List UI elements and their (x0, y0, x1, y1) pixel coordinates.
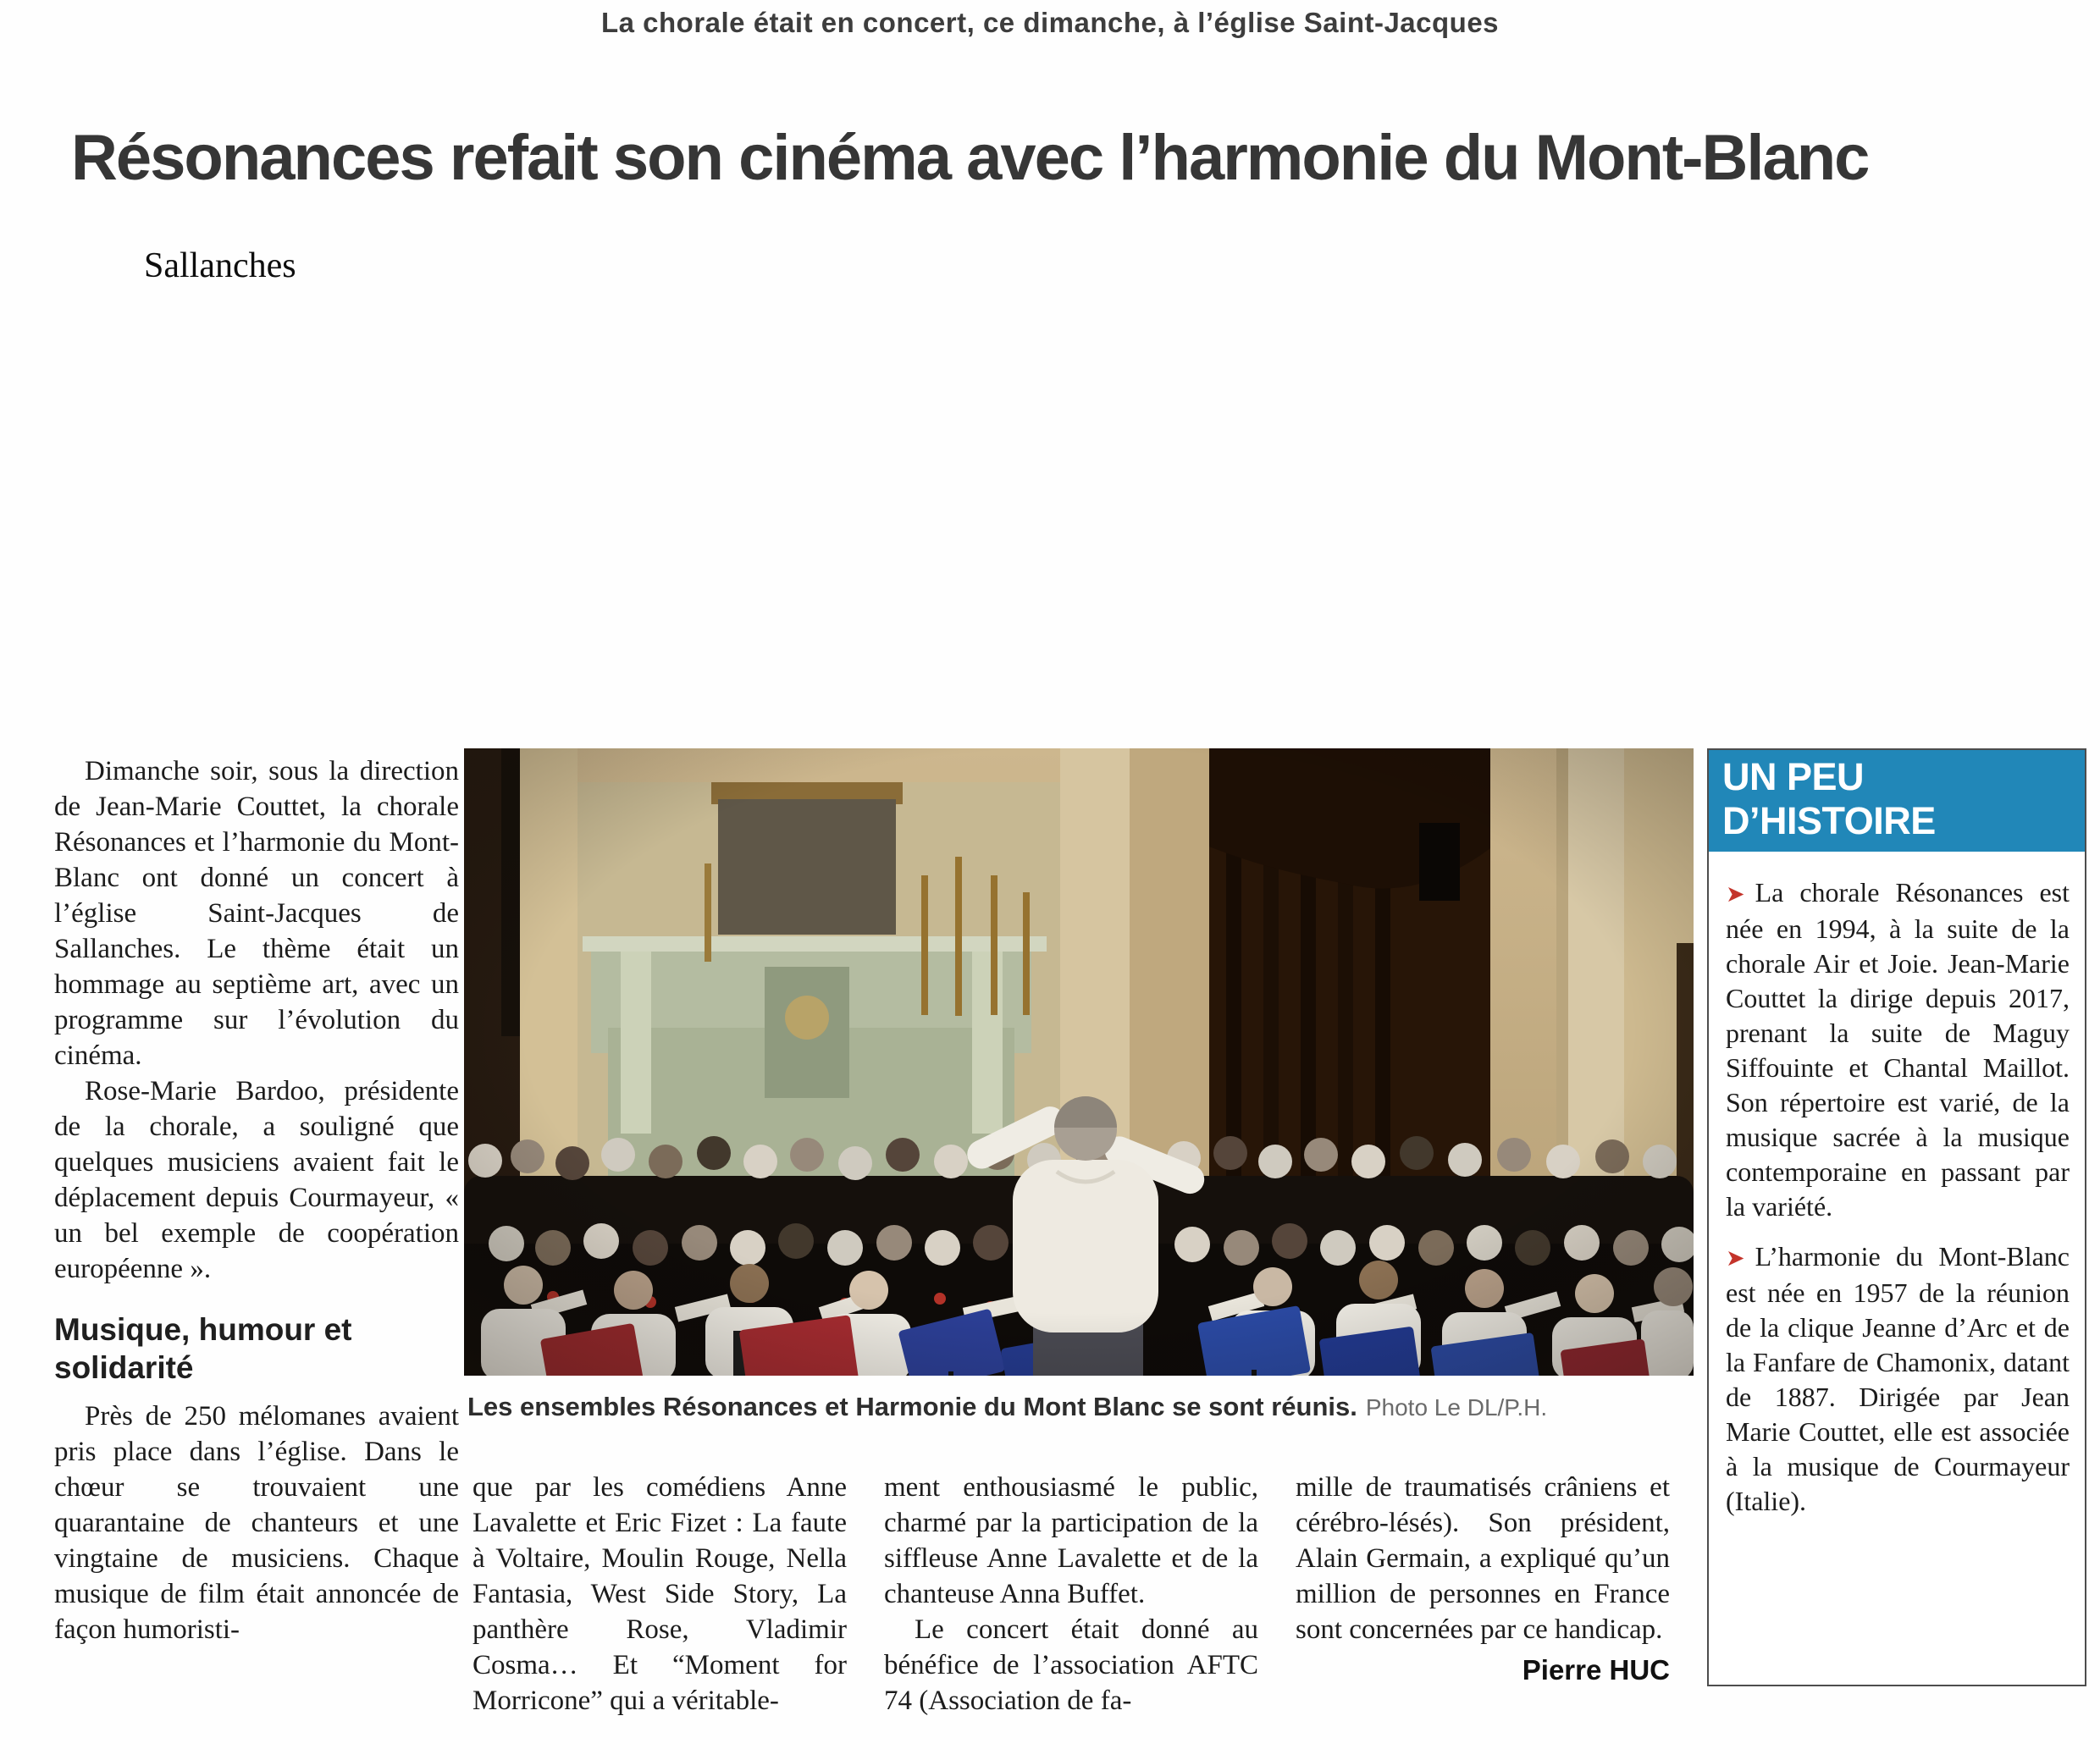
article-paragraph: Rose-Marie Bardoo, présidente de la chorale, a souligné que quelques musiciens avaient fait le déplacement depuis Courmayeur, « un bel exemple de coopération européenne ». (54, 1076, 459, 1284)
article-paragraph: mille de traumatisés crâniens et cérébro-lésés). Son président, Alain Germain, a expliqué qu’un million de personnes en France sont concernées par ce handicap. (1296, 1472, 1670, 1645)
article-column-2 (472, 1470, 847, 1719)
concert-photo (464, 748, 1694, 1376)
article-paragraph: Dimanche soir, sous la direction de Jean-Marie Couttet, la chorale Résonances et l’harmonie du Mont-Blanc ont donné un concert à l’église Saint-Jacques de Sallanches. Le thème était un hommage au septième art, avec un programme sur l’évolution du cinéma. (54, 756, 459, 1071)
article-paragraph: que par les comédiens Anne Lavalette et Eric Fizet : La faute à Voltaire, Moulin Rouge, Nella Fantasia, West Side Story, La panthère Rose, Vladimir Cosma… Et “Moment for Morricone” qui a véritable- (472, 1472, 847, 1716)
sidebar-item (1726, 875, 2070, 1224)
sidebar-item (1726, 1239, 2070, 1519)
article-column-3 (884, 1470, 1258, 1719)
photo-caption-text: Les ensembles Résonances et Harmonie du Mont Blanc se sont réunis. (467, 1392, 1357, 1421)
byline: Pierre HUC (1522, 1654, 1670, 1686)
sidebar-item-text: L’harmonie du Mont-Blanc est née en 1957 de la réunion de la clique Jeanne d’Arc et de la Fanfare de Chamonix, datant de 1887. Dirigée par Jean Marie Couttet, elle est associée à la musique de Courmayeur (Italie). (1726, 1241, 2070, 1516)
section-subhead: Musique, humour et solidarité (54, 1312, 352, 1385)
article-column-4 (1296, 1470, 1670, 1688)
photo-credit: Photo Le DL/P.H. (1365, 1394, 1548, 1421)
bullet-arrow-icon: ➤ (1726, 1245, 1745, 1272)
sidebar-body (1709, 852, 2085, 1519)
article-paragraph: Le concert était donné au bénéfice de l’association AFTC 74 (Association de fa- (884, 1614, 1258, 1716)
photo-caption (467, 1392, 1704, 1422)
kicker: La chorale était en concert, ce dimanche, à l’église Saint-Jacques (600, 7, 1500, 38)
headline: Résonances refait son cinéma avec l’harmonie du Mont-Blanc (71, 121, 1869, 194)
dateline: Sallanches (144, 246, 296, 285)
sidebar-title: UN PEU D’HISTOIRE (1709, 750, 2085, 852)
article-paragraph: Près de 250 mélomanes avaient pris place dans l’église. Dans le chœur se trouvaient une quarantaine de chanteurs et une vingtaine de musiciens. Chaque musique de film était annoncée de façon humoristi- (54, 1401, 459, 1645)
history-sidebar (1707, 748, 2086, 1686)
article-column-1 (54, 753, 459, 1647)
bullet-arrow-icon: ➤ (1726, 881, 1745, 908)
article-paragraph: ment enthousiasmé le public, charmé par la participation de la siffleuse Anne Lavalette et de la chanteuse Anna Buffet. (884, 1472, 1258, 1609)
sidebar-item-text: La chorale Résonances est née en 1994, à la suite de la chorale Air et Joie. Jean-Marie Couttet la dirige depuis 2017, prenant la suite de Maguy Siffouinte et Chantal Maillot. Son répertoire est varié, de la musique sacrée à la musique contemporaine en passant par la variété. (1726, 877, 2070, 1222)
